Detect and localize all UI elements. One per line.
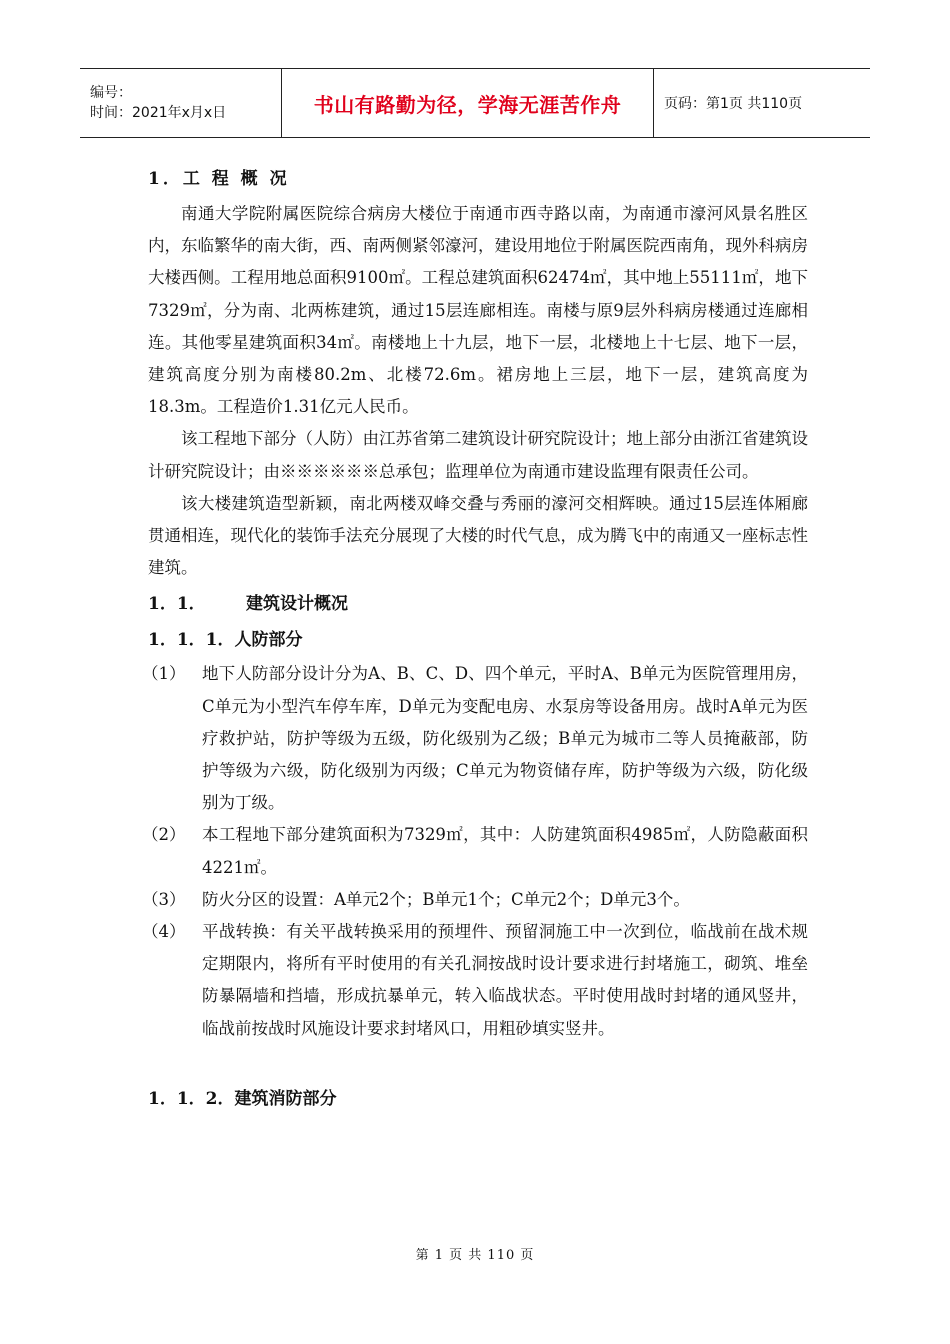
page-header — [80, 68, 870, 138]
list-item-text: 防火分区的设置：A单元2个；B单元1个；C单元2个；D单元3个。 — [202, 889, 690, 909]
header-page-label: 页码：第1页 共110页 — [664, 96, 803, 112]
document-time-label: 时间：2021年x月x日 — [90, 105, 227, 121]
list-item — [142, 658, 808, 819]
overview-paragraph-3: 该大楼建筑造型新颖，南北两楼双峰交叠与秀丽的濠河交相辉映。通过15层连体厢廊贯通相连，现代化的装饰手法充分展现了大楼的时代气息，成为腾飞中的南通又一座标志性建筑。 — [148, 493, 808, 578]
list-item — [142, 916, 808, 1045]
header-motto-cell — [281, 69, 654, 137]
list-item — [142, 884, 808, 916]
document-body — [142, 160, 808, 1117]
list-item-number: （2） — [142, 825, 186, 845]
list-item — [142, 819, 808, 883]
section-heading-design — [148, 586, 808, 622]
list-item-text: 地下人防部分设计分为A、B、C、D、四个单元，平时A、B单元为医院管理用房，C单元为小型汽车停车库，D单元为变配电房、水泵房等设备用房。战时A单元为医疗救护站，防护等级为五级，防化级别为乙级；B单元为城市二等人员掩蔽部，防护等级为六级，防化级别为丙级；C单元为物资储存库，防护等级为六级，防化级别为丁级。 — [202, 664, 808, 813]
overview-paragraph-2: 该工程地下部分（人防）由江苏省第二建筑设计研究院设计；地上部分由浙江省建筑设计研究院设计；由※※※※※※总承包；监理单位为南通市建设监理有限责任公司。 — [148, 429, 808, 481]
header-meta — [80, 69, 281, 137]
header-motto: 书山有路勤为径，学海无涯苦作舟 — [313, 92, 622, 117]
list-item-number: （3） — [142, 889, 186, 909]
list-item-text: 平战转换：有关平战转换采用的预埋件、预留洞施工中一次到位，临战前在战术规定期限内，将所有平时使用的有关孔洞按战时设计要求进行封堵施工，砌筑、堆垒防暴隔墙和挡墙，形成抗暴单元，转入临战状态。平时使用战时封堵的通风竖井，临战前按战时风施设计要求封堵风口，用粗砂填实竖井。 — [202, 922, 808, 1038]
document-number-label: 编号： — [90, 85, 132, 101]
section-heading-civil-defense: 1．1．1．人防部分 — [148, 630, 303, 651]
list-item-text: 本工程地下部分建筑面积为7329㎡，其中：人防建筑面积4985㎡，人防隐蔽面积4221㎡。 — [202, 825, 808, 877]
section-heading-fire-protection: 1．1．2．建筑消防部分 — [148, 1088, 337, 1109]
list-item-number: （4） — [142, 922, 186, 942]
page-footer: 第 1 页 共 110 页 — [415, 1248, 535, 1263]
section-heading-overview: 1．工 程 概 况 — [148, 169, 290, 189]
spacer — [148, 1045, 808, 1081]
header-page-cell — [654, 69, 870, 137]
overview-paragraph-1: 南通大学院附属医院综合病房大楼位于南通市西寺路以南，为南通市濠河风景名胜区内，东临繁华的南大街，西、南两侧紧邻濠河，建设用地位于附属医院西南角，现外科病房大楼西侧。工程用地总面积9100㎡。工程总建筑面积62474㎡，其中地上55111㎡，地下7329㎡，分为南、北两栋建筑，通过15层连廊相连。南楼与原9层外科病房楼通过连廊相连。其他零星建筑面积34㎡。南楼地上十九层，地下一层，北楼地上十七层、地下一层，建筑高度分别为南楼80.2m、北楼72.6m。裙房地上三层，地下一层，建筑高度为18.3m。工程造价1.31亿元人民币。 — [148, 204, 808, 417]
section-number: 1．1． — [148, 594, 206, 615]
section-title: 建筑设计概况 — [246, 594, 348, 615]
list-item-number: （1） — [142, 664, 186, 684]
